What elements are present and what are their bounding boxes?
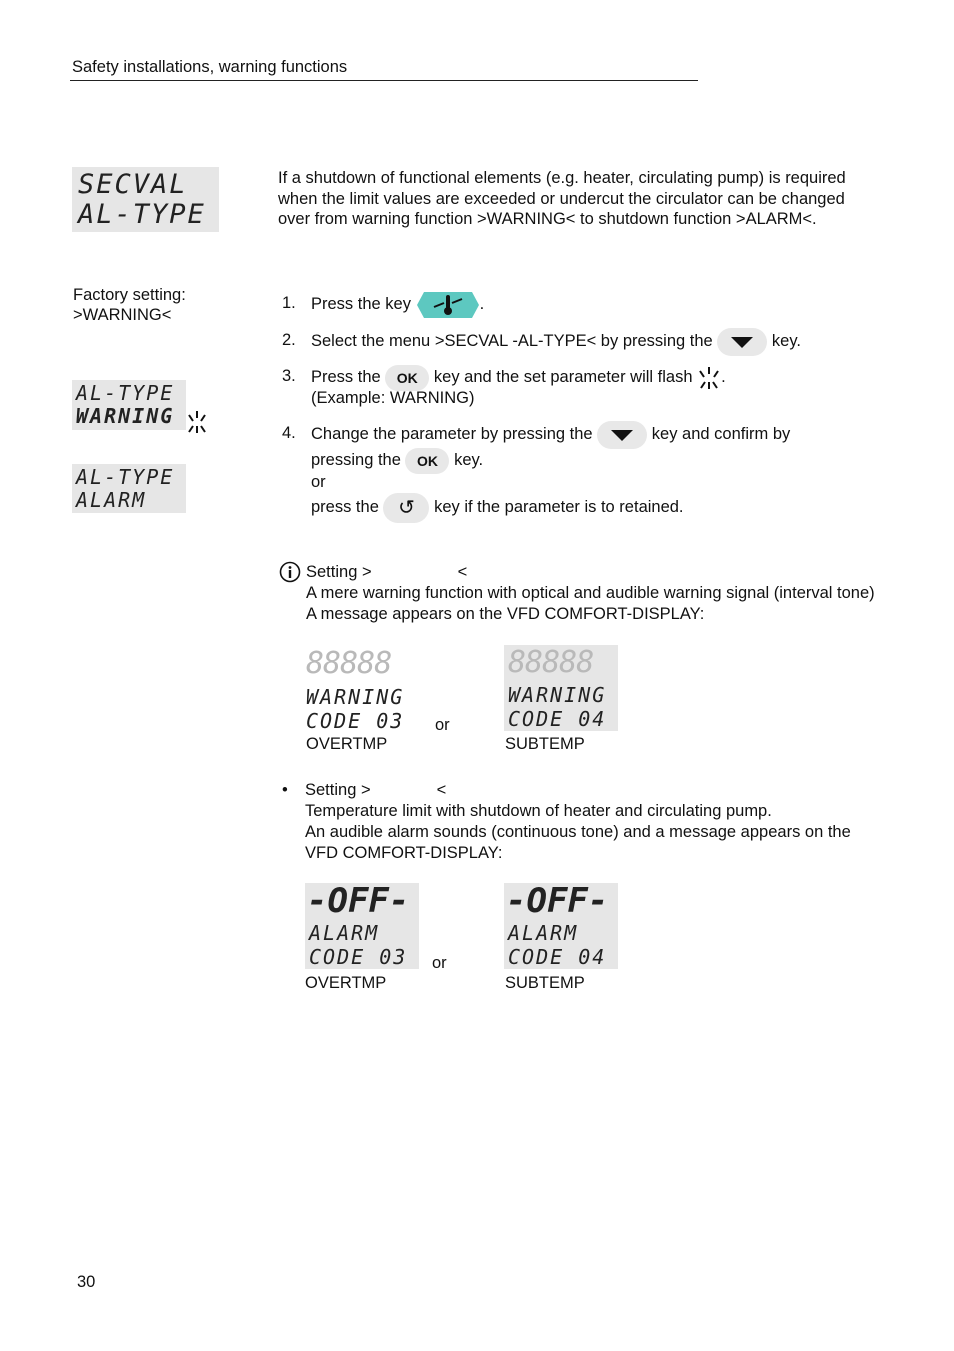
vfd-alarm-subtemp xyxy=(504,883,618,969)
vfd-line: 88888 xyxy=(306,648,392,681)
alarm-title-end: < xyxy=(436,781,447,799)
warning-title-end: < xyxy=(457,563,468,581)
page-header: Safety installations, warning functions xyxy=(72,58,348,76)
alarm-text-1: Temperature limit with shutdown of heater and circulating pump. xyxy=(305,802,772,820)
lcd-line: SECVAL xyxy=(78,169,188,200)
vfd-line: -OFF- xyxy=(307,883,410,921)
step-1 xyxy=(311,288,484,320)
vfd-alarm-overtmp xyxy=(305,883,419,969)
vfd-line: CODE 03 xyxy=(306,709,405,733)
caption-subtemp: SUBTEMP xyxy=(505,974,585,992)
step-3-example: (Example: WARNING) xyxy=(311,389,475,407)
lcd-line: AL-TYPE xyxy=(76,381,175,405)
step-4-or: or xyxy=(311,473,326,491)
back-arrow-icon[interactable]: ↺ xyxy=(383,493,429,523)
vfd-line: ALARM xyxy=(309,921,380,945)
vfd-line: CODE 04 xyxy=(508,945,607,969)
step-1-end: . xyxy=(479,295,485,313)
flash-icon xyxy=(186,410,208,434)
warning-text: A mere warning function with optical and audible warning signal (interval tone) A message appears on the VFD COMFORT-DISPLAY: xyxy=(306,584,875,623)
caption-overtmp: OVERTMP xyxy=(306,735,388,753)
step-4-number: 4. xyxy=(282,424,296,442)
vfd-line: 88888 xyxy=(508,645,594,680)
vfd-line: WARNING xyxy=(306,685,405,709)
factory-label: Factory setting: xyxy=(73,286,186,304)
lcd-line: AL-TYPE xyxy=(78,199,206,230)
flash-icon xyxy=(697,366,721,390)
step-1-text: Press the key xyxy=(311,295,411,313)
vfd-line: CODE 04 xyxy=(508,707,607,731)
vfd-warning-subtemp xyxy=(504,645,618,731)
step-4-line4-end: key if the parameter is to retained. xyxy=(434,498,684,516)
step-3-end: . xyxy=(721,368,726,386)
lcd-line: ALARM xyxy=(76,488,147,512)
lcd-secval xyxy=(72,167,219,232)
step-4-mid: key and confirm by xyxy=(651,425,791,443)
temperature-key-icon[interactable] xyxy=(416,290,480,320)
step-2-end: key. xyxy=(771,332,801,350)
lcd-warning xyxy=(72,380,186,430)
step-2-text: Select the menu >SECVAL -AL-TYPE< by pressing the xyxy=(311,332,713,350)
vfd-line: ALARM xyxy=(508,921,579,945)
alarm-title-start: Setting > xyxy=(305,781,371,799)
alarm-text-2: An audible alarm sounds (continuous tone) and a message appears on the VFD COMFORT-DISPLAY: xyxy=(305,823,851,862)
vfd-warning-overtmp xyxy=(306,648,414,734)
page-number: 30 xyxy=(77,1273,96,1291)
step-4-line2-text: pressing the xyxy=(311,451,401,469)
lcd-line: AL-TYPE xyxy=(76,465,175,489)
warning-setting-title xyxy=(306,563,467,582)
factory-value: >WARNING< xyxy=(73,306,172,324)
vfd-line: -OFF- xyxy=(506,883,609,921)
factory-setting xyxy=(73,285,186,325)
down-key-button[interactable] xyxy=(597,421,647,449)
down-key-button[interactable] xyxy=(717,328,767,356)
step-4-line2-end: key. xyxy=(454,451,484,469)
info-circle-icon xyxy=(279,561,301,583)
alarm-setting-title xyxy=(305,781,446,800)
step-2-number: 2. xyxy=(282,331,296,349)
step-2 xyxy=(311,325,801,357)
step-4-line-4 xyxy=(311,491,684,523)
caption-overtmp: OVERTMP xyxy=(305,974,387,992)
intro-text: If a shutdown of functional elements (e.g. heater, circulating pump) is required when the limit values are exceeded or undercut the circulator can be changed over from warning function >WARNING< to shutdown function >ALARM<. xyxy=(278,169,846,228)
warning-title-start: Setting > xyxy=(306,563,372,581)
ok-key-button[interactable]: OK xyxy=(385,365,429,391)
lcd-line: WARNING xyxy=(76,404,175,428)
step-4-line-2 xyxy=(311,445,483,475)
step-4-line4-text: press the xyxy=(311,498,379,516)
header-rule xyxy=(70,80,698,81)
vfd-line: CODE 03 xyxy=(309,945,408,969)
caption-subtemp: SUBTEMP xyxy=(505,735,585,753)
alarm-bullet: • xyxy=(282,781,288,799)
step-1-number: 1. xyxy=(282,294,296,312)
step-3-number: 3. xyxy=(282,367,296,385)
lcd-alarm xyxy=(72,464,186,513)
alarm-or: or xyxy=(432,954,447,972)
vfd-line: WARNING xyxy=(508,683,607,707)
warning-or: or xyxy=(435,716,450,734)
ok-key-button[interactable]: OK xyxy=(405,448,449,474)
step-3-text: Press the xyxy=(311,368,381,386)
step-4-text: Change the parameter by pressing the xyxy=(311,425,593,443)
step-3-mid: key and the set parameter will flash xyxy=(433,368,693,386)
